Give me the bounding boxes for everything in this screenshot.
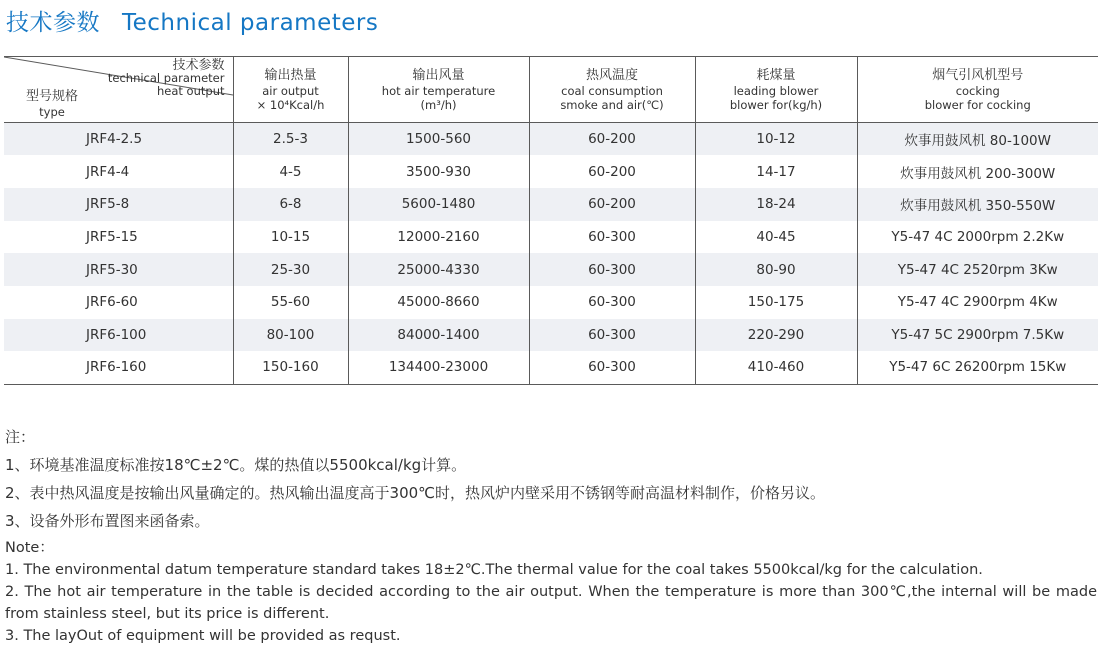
column-header-en: hot air temperature	[381, 83, 496, 98]
cell-air-volume: 134400-23000	[348, 351, 529, 384]
diagonal-header-cell	[4, 57, 233, 123]
table-row	[4, 351, 1098, 384]
cell-fan-model: 炊事用鼓风机 200-300W	[857, 155, 1098, 188]
cell-air-volume: 25000-4330	[348, 253, 529, 286]
column-header-en: coal consumption	[561, 83, 663, 98]
cell-fan-model: Y5-47 4C 2900rpm 4Kw	[857, 286, 1098, 319]
column-header-cn: 烟气引风机型号	[932, 67, 1024, 83]
column-header-en2: smoke and air(℃)	[560, 97, 664, 112]
title-cn: 技术参数	[6, 10, 100, 36]
cell-coal-consumption: 410-460	[695, 351, 857, 384]
cell-hot-air-temperature: 60-200	[529, 155, 695, 188]
cell-heat-output: 25-30	[233, 253, 348, 286]
column-header	[233, 57, 348, 123]
cell-hot-air-temperature: 60-300	[529, 319, 695, 352]
cell-heat-output: 2.5-3	[233, 123, 348, 156]
column-header-en2: blower for cocking	[924, 97, 1031, 112]
cell-fan-model: Y5-47 4C 2520rpm 3Kw	[857, 253, 1098, 286]
column-header-en: leading blower	[733, 83, 819, 98]
cell-model: JRF6-100	[86, 326, 147, 343]
column-header-en: cocking	[955, 83, 1000, 98]
cell-hot-air-temperature: 60-200	[529, 188, 695, 221]
column-header-en2: blower for(kg/h)	[729, 97, 823, 112]
diagonal-top-en: technical parameter	[107, 71, 225, 85]
cell-air-volume: 5600-1480	[348, 188, 529, 221]
cell-model: JRF5-8	[86, 196, 130, 213]
note-en-item: 1. The environmental datum temperature standard takes 18±2℃.The thermal value for the coal takes 5500kcal/kg for the calculation.	[5, 562, 983, 578]
cell-coal-consumption: 220-290	[695, 319, 857, 352]
cell-model: JRF5-30	[86, 261, 138, 278]
cell-air-volume: 12000-2160	[348, 221, 529, 254]
table-row	[4, 155, 1098, 188]
column-header-cn: 输出热量	[264, 67, 317, 83]
title-en: Technical parameters	[122, 10, 379, 36]
cell-fan-model: Y5-47 6C 26200rpm 15Kw	[857, 351, 1098, 384]
diagonal-top-en2: heat output	[156, 84, 225, 98]
cell-air-volume: 45000-8660	[348, 286, 529, 319]
table-row	[4, 221, 1098, 254]
cell-fan-model: 炊事用鼓风机 350-550W	[857, 188, 1098, 221]
cell-heat-output: 6-8	[233, 188, 348, 221]
column-header-en: air output	[262, 83, 319, 98]
cell-hot-air-temperature: 60-300	[529, 286, 695, 319]
cell-fan-model: Y5-47 5C 2900rpm 7.5Kw	[857, 319, 1098, 352]
note-cn-item: 3、设备外形布置图来函备索。	[5, 512, 210, 530]
table-row	[4, 319, 1098, 352]
cell-model: JRF4-4	[86, 163, 130, 180]
table-row	[4, 123, 1098, 156]
note-cn-item: 1、环境基准温度标准按18℃±2℃。煤的热值以5500kcal/kg计算。	[5, 456, 467, 474]
cell-heat-output: 150-160	[233, 351, 348, 384]
technical-parameters-table	[4, 56, 1098, 385]
note-en-item: 3. The layOut of equipment will be provided as requst.	[5, 628, 401, 644]
table-header-row	[4, 57, 1098, 123]
diagonal-bottom-cn: 型号规格	[26, 89, 79, 104]
diagonal-top-cn: 技术参数	[172, 58, 225, 73]
column-header-cn: 热风温度	[585, 67, 638, 83]
column-header-en2: (m³/h)	[420, 97, 457, 112]
notes-cn-heading: 注：	[5, 428, 36, 446]
table-row	[4, 188, 1098, 221]
cell-hot-air-temperature: 60-300	[529, 221, 695, 254]
cell-coal-consumption: 18-24	[695, 188, 857, 221]
column-header-en2: × 10⁴Kcal/h	[256, 97, 325, 112]
notes-en-heading: Note：	[5, 540, 54, 556]
notes-cn	[5, 423, 1097, 535]
cell-model: JRF4-2.5	[86, 131, 143, 148]
cell-coal-consumption: 80-90	[695, 253, 857, 286]
column-header	[695, 57, 857, 123]
cell-hot-air-temperature: 60-200	[529, 123, 695, 156]
cell-fan-model: Y5-47 4C 2000rpm 2.2Kw	[857, 221, 1098, 254]
note-en-item: 2. The hot air temperature in the table is decided according to the air output. When the temperature is more than 300℃,the internal will be made from stainless steel, but its price is different.	[5, 584, 1097, 622]
table-row	[4, 286, 1098, 319]
column-header-cn: 输出风量	[412, 67, 465, 83]
cell-model: JRF6-60	[86, 294, 138, 311]
diagonal-bottom-en: type	[39, 105, 65, 119]
page-title	[6, 4, 378, 36]
cell-coal-consumption: 150-175	[695, 286, 857, 319]
cell-air-volume: 84000-1400	[348, 319, 529, 352]
column-header	[857, 57, 1098, 123]
cell-air-volume: 1500-560	[348, 123, 529, 156]
cell-model: JRF6-160	[4, 351, 233, 384]
cell-coal-consumption: 10-12	[695, 123, 857, 156]
column-header-cn: 耗煤量	[756, 67, 796, 83]
cell-model: JRF5-15	[86, 228, 138, 245]
cell-heat-output: 55-60	[233, 286, 348, 319]
column-header	[348, 57, 529, 123]
notes-en	[5, 537, 1097, 647]
cell-hot-air-temperature: 60-300	[529, 351, 695, 384]
note-cn-item: 2、表中热风温度是按输出风量确定的。热风输出温度高于300℃时，热风炉内壁采用不锈钢等耐高温材料制作，价格另议。	[5, 484, 826, 502]
cell-air-volume: 3500-930	[348, 155, 529, 188]
cell-hot-air-temperature: 60-300	[529, 253, 695, 286]
column-header	[529, 57, 695, 123]
cell-coal-consumption: 40-45	[695, 221, 857, 254]
cell-fan-model: 炊事用鼓风机 80-100W	[857, 123, 1098, 156]
cell-coal-consumption: 14-17	[695, 155, 857, 188]
table-row	[4, 253, 1098, 286]
cell-heat-output: 10-15	[233, 221, 348, 254]
cell-heat-output: 80-100	[233, 319, 348, 352]
cell-heat-output: 4-5	[233, 155, 348, 188]
